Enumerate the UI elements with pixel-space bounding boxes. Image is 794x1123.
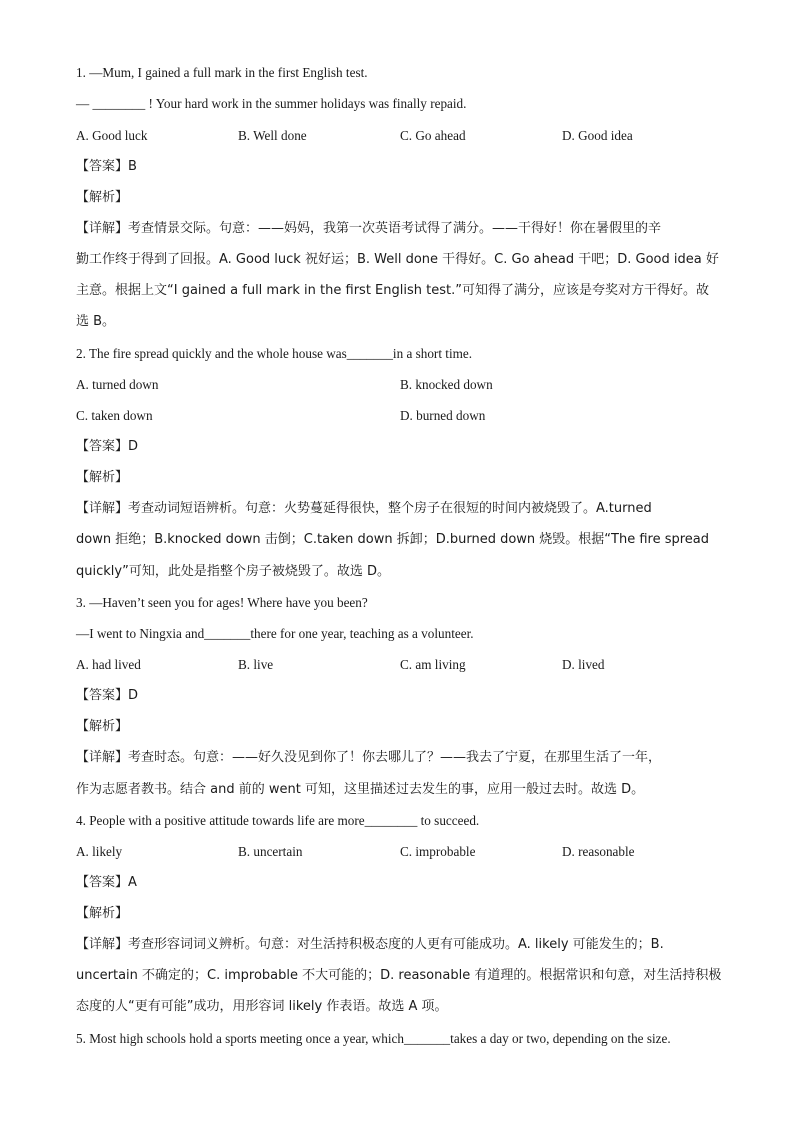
question-4-detail-line: uncertain 不确定的；C. improbable 不大可能的；D. reasonable 有道理的。根据常识和句意，对生活持积极	[76, 968, 722, 983]
question-2-option-d: D. burned down	[400, 408, 486, 423]
question-4-detail-line: 【详解】考查形容词词义辨析。句意：对生活持积极态度的人更有可能成功。A. likely 可能发生的；B.	[76, 937, 664, 952]
question-2-analysis-label: 【解析】	[76, 470, 129, 485]
question-1-detail-line: 【详解】考查情景交际。句意：——妈妈，我第一次英语考试得了满分。——干得好！你在暑假里的辛	[76, 221, 662, 236]
question-3-option-b: B. live	[238, 657, 274, 672]
question-2-option-a: A. turned down	[76, 377, 159, 392]
question-2-detail-line: quickly”可知，此处是指整个房子被烧毁了。故选 D。	[76, 564, 390, 579]
question-2-answer: 【答案】D	[76, 439, 139, 454]
question-3-option-d: D. lived	[562, 657, 605, 672]
question-4-option-b: B. uncertain	[238, 844, 303, 859]
question-1-analysis-label: 【解析】	[76, 190, 129, 205]
question-4-detail-line: 态度的人“更有可能”成功，用形容词 likely 作表语。故选 A 项。	[76, 999, 448, 1014]
question-5-stem: 5. Most high schools hold a sports meeting once a year, which_______takes a day or two, depending on the size.	[76, 1031, 671, 1046]
question-1-reply: — ________ ! Your hard work in the summer holidays was finally repaid.	[76, 96, 467, 111]
question-1-option-a: A. Good luck	[76, 128, 148, 143]
question-3-reply: —I went to Ningxia and_______there for one year, teaching as a volunteer.	[76, 626, 474, 641]
question-1-stem: 1. —Mum, I gained a full mark in the first English test.	[76, 65, 368, 80]
question-4-option-a: A. likely	[76, 844, 123, 859]
question-2-stem: 2. The fire spread quickly and the whole house was_______in a short time.	[76, 346, 473, 361]
question-1-option-b: B. Well done	[238, 128, 307, 143]
question-1-answer: 【答案】B	[76, 159, 137, 174]
question-4-answer: 【答案】A	[76, 875, 137, 890]
question-2-detail-line: 【详解】考查动词短语辨析。句意：火势蔓延得很快，整个房子在很短的时间内被烧毁了。A.turned	[76, 501, 652, 516]
question-4-stem: 4. People with a positive attitude towards life are more________ to succeed.	[76, 813, 480, 828]
question-4-option-c: C. improbable	[400, 844, 476, 859]
question-3-option-c: C. am living	[400, 657, 466, 672]
question-3-answer: 【答案】D	[76, 688, 139, 703]
question-2-option-c: C. taken down	[76, 408, 153, 423]
question-1-detail-line: 主意。根据上文“I gained a full mark in the first English test.”可知得了满分，应该是夸奖对方干得好。故	[76, 283, 709, 298]
question-3-analysis-label: 【解析】	[76, 719, 129, 734]
question-1-option-d: D. Good idea	[562, 128, 633, 143]
question-1-detail-line: 勤工作终于得到了回报。A. Good luck 祝好运；B. Well done 干得好。C. Go ahead 干吧；D. Good idea 好	[76, 252, 719, 267]
question-4-analysis-label: 【解析】	[76, 906, 129, 921]
question-2-detail-line: down 拒绝；B.knocked down 击倒；C.taken down 拆卸；D.burned down 烧毁。根据“The fire spread	[76, 532, 710, 547]
question-3-detail-line: 【详解】考查时态。句意：——好久没见到你了！你去哪儿了？——我去了宁夏，在那里生活了一年，	[76, 750, 662, 765]
question-3-stem: 3. —Haven’t seen you for ages! Where have you been?	[76, 595, 368, 610]
question-1-detail-line: 选 B。	[76, 314, 116, 329]
question-3-option-a: A. had lived	[76, 657, 141, 672]
question-1-option-c: C. Go ahead	[400, 128, 466, 143]
question-3-detail-line: 作为志愿者教书。结合 and 前的 went 可知，这里描述过去发生的事，应用一般过去时。故选 D。	[76, 782, 645, 797]
question-4-option-d: D. reasonable	[562, 844, 635, 859]
question-2-option-b: B. knocked down	[400, 377, 493, 392]
